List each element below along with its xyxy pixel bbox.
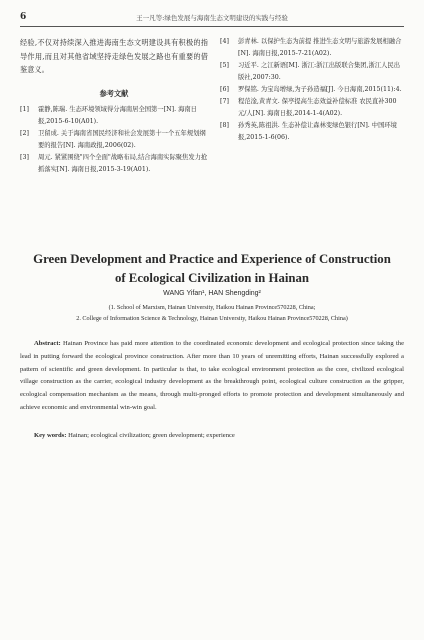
- reference-item: [7] 程范淦,黄青文. 保亭提高生态效益补偿标准 农民直补300元/人[N]. 海南日报,2014-1-4(A02).: [220, 98, 397, 117]
- reference-item: [5] 习近平. 之江新语[M]. 浙江:浙江出版联合集团,浙江人民出版社,2007:30.: [220, 62, 401, 81]
- reference-item: [3] 周元. 紧紧围绕"四个全面"战略布局,结合海南实际聚焦发力抢抓落实[N]. 海南日报,2015-3-19(A01).: [20, 154, 208, 173]
- left-column: [20, 36, 208, 176]
- body-text: [20, 36, 208, 77]
- references-title: 参考文献: [99, 88, 129, 98]
- reference-item: [6] 罗保铭. 为宝岛增绿,为子孙造福[J]. 今日海南,2015(11):4.: [220, 86, 402, 93]
- affiliation: 2. College of Information Science & Technology, Hainan University, Haikou Hainan Province570228, China): [76, 315, 348, 322]
- abstract-text: Hainan Province has paid more attention to the coordinated economic development and ecological protection since taking the lead in putting forward the ecological province construction. After more than 10 years of unremitting efforts, Hainan successfully explored a pattern of scientific and green development. In particular is that, to take ecological environment protection as the core, civilized ecological village construction as the carrier, ecological industry development as the breakthrough point, ecological culture construction as the gripper, ecological compensation mechanism as the means, through multi-pronged efforts to promote protection and development simultaneously and achieve economic and environmental win-win goal.: [20, 340, 404, 411]
- running-title: 王一凡等:绿色发展与海南生态文明建设的实践与经验: [136, 14, 288, 22]
- keywords: [20, 432, 404, 439]
- header-rule: [20, 26, 404, 27]
- reference-item: [8] 孙秀英,陈祖洪. 生态补偿让森林变绿色银行[N]. 中国环境报,2015-1-6(06).: [220, 122, 397, 141]
- reference-item: [2] 卫留成. 关于海南省国民经济和社会发展第十一个五年规划纲要的报告[N]. 海南政报,2006(02).: [20, 130, 206, 149]
- reference-item: [4] 彭青林. 以保护生态为前提 推进生态文明与旅游发展相融合[N]. 海南日报,2015-7-21(A02).: [220, 38, 402, 57]
- body-paragraph: 经验,不仅对持续深入推进海南生态文明建设具有积极的指导作用,而且对其他省域坚持走绿色发展之路也有重要的借鉴意义。: [20, 38, 208, 74]
- keywords-label: Key words:: [34, 432, 67, 439]
- reference-item: [1] 霍静,陈瑞. 生态环境领域得分海南居全国第一[N]. 海南日报,2015-6-10(A01).: [20, 106, 197, 125]
- english-title-line: Green Development and Practice and Experience of Construction: [33, 252, 391, 266]
- abstract-label: Abstract:: [34, 340, 61, 347]
- english-title: [20, 250, 404, 288]
- reference-list-right: [220, 36, 404, 144]
- affiliation: (1. School of Marxism, Hainan University, Haikou Hainan Province570228, China;: [108, 304, 316, 311]
- right-column: [220, 36, 404, 144]
- running-header: [20, 12, 404, 26]
- reference-list-left: [20, 104, 208, 176]
- keywords-text: Hainan; ecological civilization; green development; experience: [68, 432, 235, 439]
- authors: WANG Yifan¹, HAN Shengding²: [163, 290, 261, 297]
- page-number: 6: [20, 12, 27, 22]
- affiliations: [20, 302, 404, 324]
- abstract: [20, 338, 404, 415]
- english-title-line: of Ecological Civilization in Hainan: [114, 271, 310, 285]
